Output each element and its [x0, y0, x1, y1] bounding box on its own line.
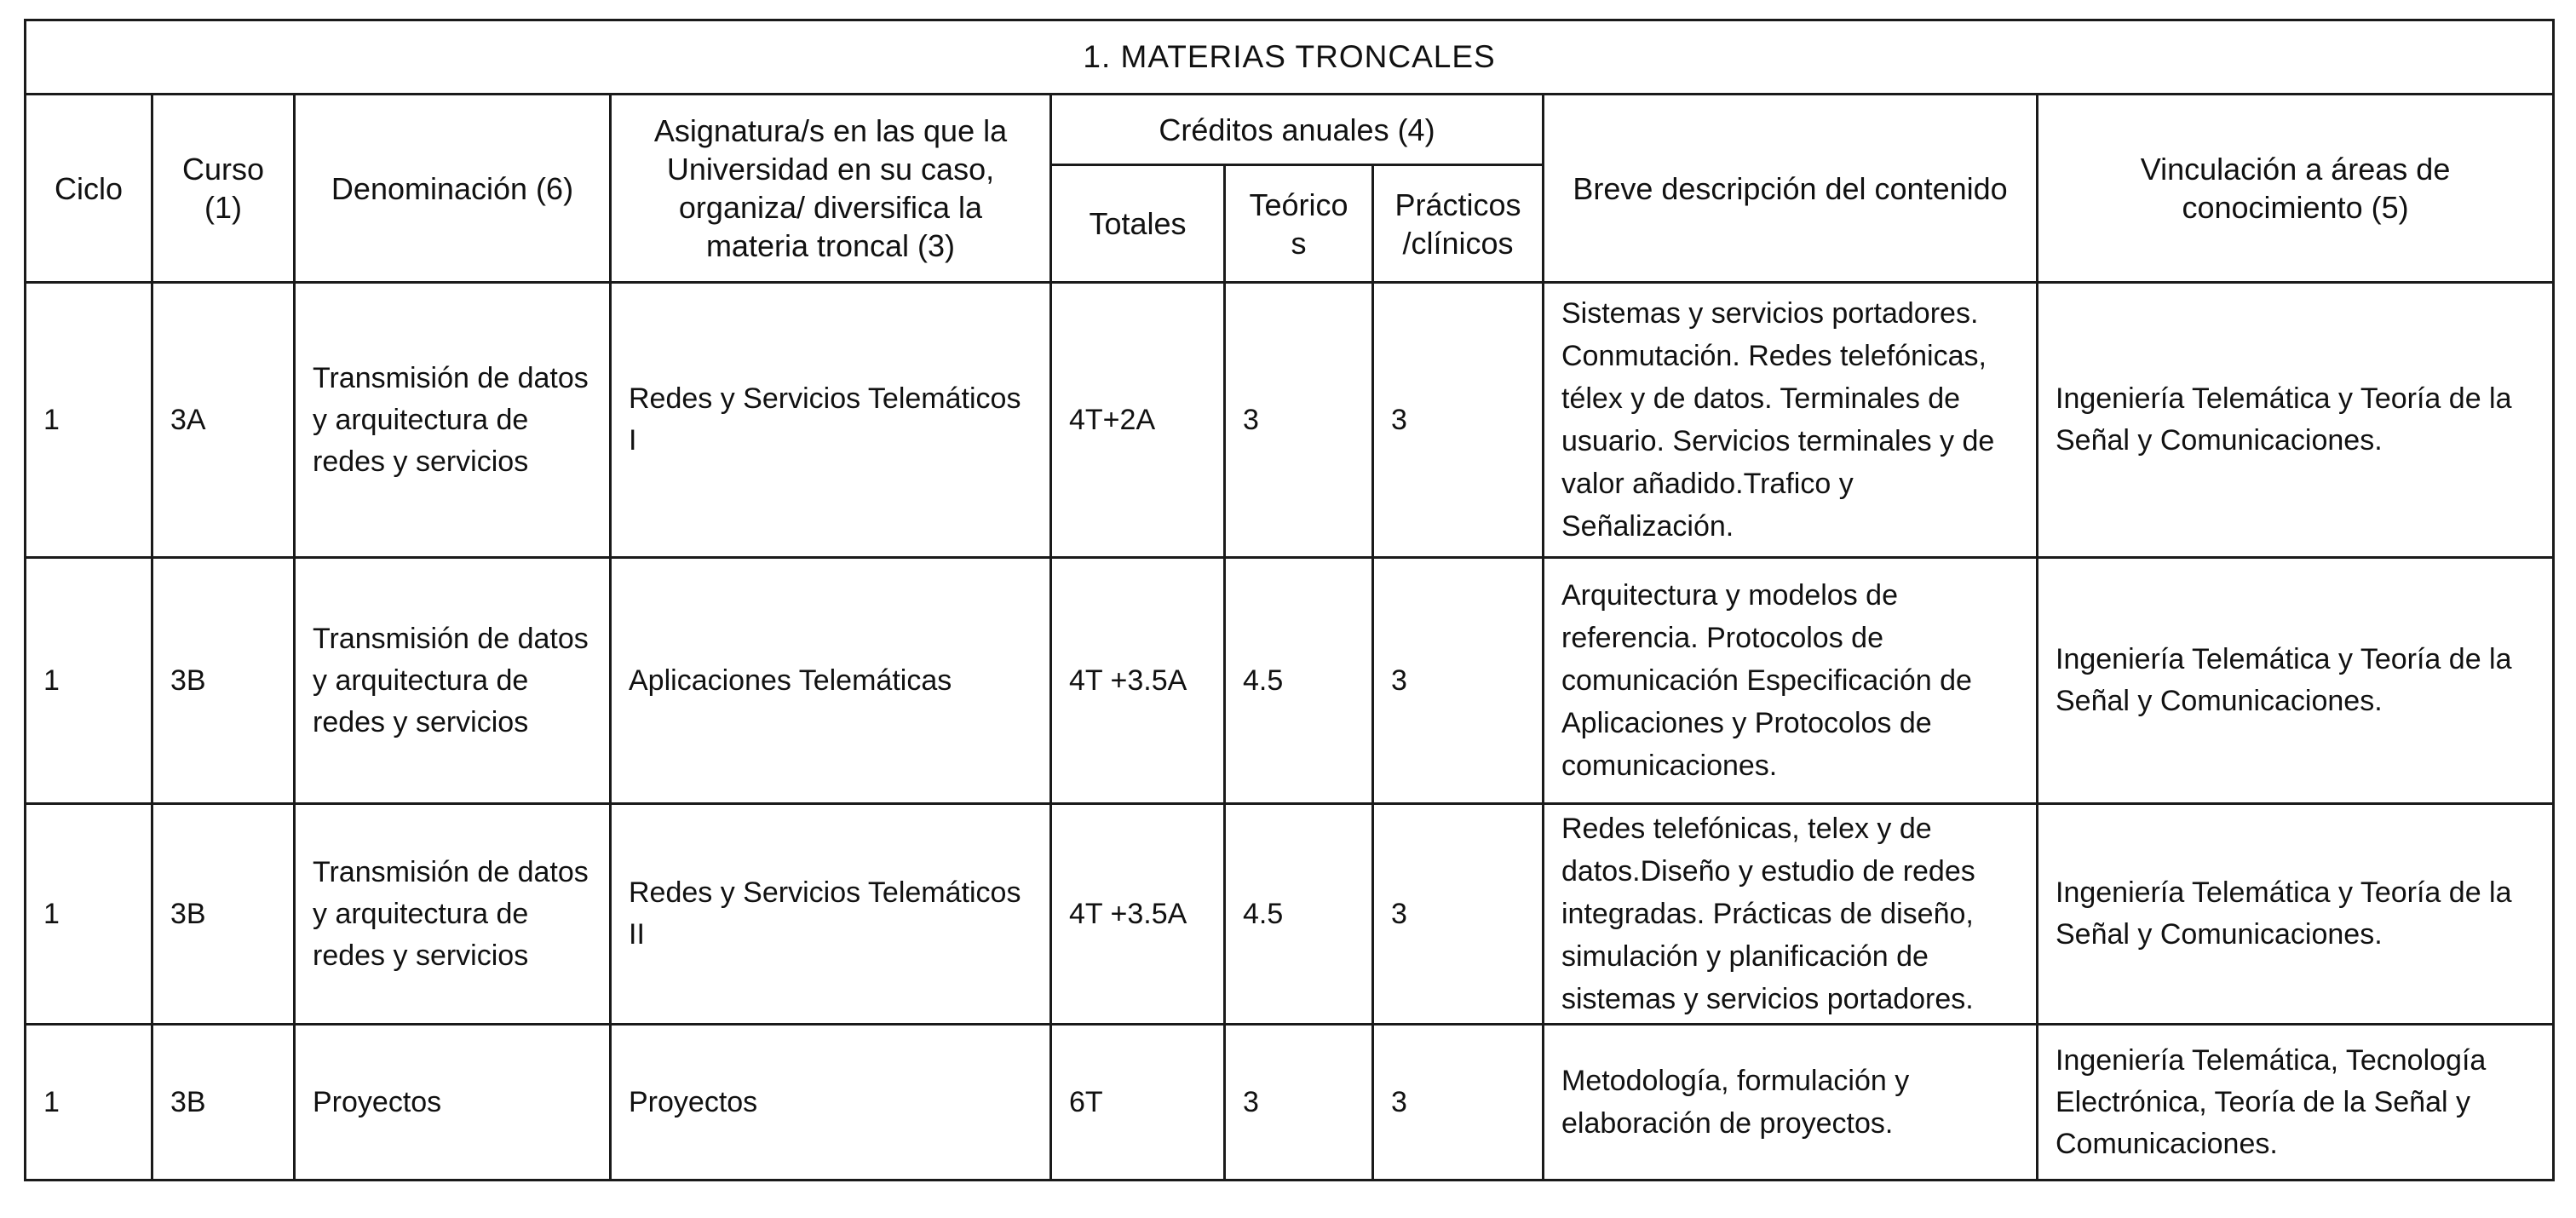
cell-ciclo: 1	[26, 804, 152, 1025]
cell-curso: 3A	[152, 283, 295, 558]
cell-descripcion: Metodología, formulación y elaboración de proyectos.	[1544, 1025, 2038, 1181]
table-row	[26, 558, 2554, 804]
cell-totales: 6T	[1051, 1025, 1225, 1181]
materias-troncales-table	[24, 19, 2555, 1181]
cell-practicos: 3	[1373, 558, 1544, 804]
cell-descripcion: Sistemas y servicios portadores. Conmutación. Redes telefónicas, télex y de datos. Terminales de usuario. Servicios terminales y de valor añadido.Trafico y Señalización.	[1544, 283, 2038, 558]
cell-descripcion: Arquitectura y modelos de referencia. Protocolos de comunicación Especificación de Aplicaciones y Protocolos de comunicaciones.	[1544, 558, 2038, 804]
cell-practicos: 3	[1373, 283, 1544, 558]
header-practicos: Prácticos /clínicos	[1373, 165, 1544, 283]
header-teoricos: Teórico s	[1225, 165, 1373, 283]
header-denominacion: Denominación (6)	[295, 95, 611, 283]
cell-totales: 4T +3.5A	[1051, 804, 1225, 1025]
header-descripcion: Breve descripción del contenido	[1544, 95, 2038, 283]
cell-teoricos: 3	[1225, 1025, 1373, 1181]
cell-denominacion: Transmisión de datos y arquitectura de redes y servicios	[295, 558, 611, 804]
cell-denominacion: Transmisión de datos y arquitectura de redes y servicios	[295, 804, 611, 1025]
cell-vinculacion: Ingeniería Telemática y Teoría de la Señal y Comunicaciones.	[2038, 558, 2554, 804]
cell-asignatura: Aplicaciones Telemáticas	[611, 558, 1051, 804]
cell-ciclo: 1	[26, 283, 152, 558]
cell-vinculacion: Ingeniería Telemática y Teoría de la Señal y Comunicaciones.	[2038, 283, 2554, 558]
cell-totales: 4T +3.5A	[1051, 558, 1225, 804]
cell-denominacion: Transmisión de datos y arquitectura de redes y servicios	[295, 283, 611, 558]
table-title: 1. MATERIAS TRONCALES	[26, 20, 2554, 95]
table-row	[26, 1025, 2554, 1181]
cell-teoricos: 4.5	[1225, 804, 1373, 1025]
header-ciclo: Ciclo	[26, 95, 152, 283]
table-row	[26, 283, 2554, 558]
cell-curso: 3B	[152, 558, 295, 804]
header-totales: Totales	[1051, 165, 1225, 283]
cell-teoricos: 4.5	[1225, 558, 1373, 804]
cell-practicos: 3	[1373, 1025, 1544, 1181]
document-page	[24, 19, 2552, 1181]
cell-totales: 4T+2A	[1051, 283, 1225, 558]
cell-ciclo: 1	[26, 1025, 152, 1181]
cell-asignatura: Proyectos	[611, 1025, 1051, 1181]
cell-denominacion: Proyectos	[295, 1025, 611, 1181]
cell-descripcion: Redes telefónicas, telex y de datos.Diseño y estudio de redes integradas. Prácticas de diseño, simulación y planificación de sistemas y servicios portadores.	[1544, 804, 2038, 1025]
cell-vinculacion: Ingeniería Telemática, Tecnología Electrónica, Teoría de la Señal y Comunicaciones.	[2038, 1025, 2554, 1181]
cell-teoricos: 3	[1225, 283, 1373, 558]
cell-curso: 3B	[152, 804, 295, 1025]
header-creditos-anuales: Créditos anuales (4)	[1051, 95, 1544, 165]
cell-asignatura: Redes y Servicios Telemáticos II	[611, 804, 1051, 1025]
cell-asignatura: Redes y Servicios Telemáticos I	[611, 283, 1051, 558]
table-row	[26, 804, 2554, 1025]
cell-ciclo: 1	[26, 558, 152, 804]
header-asignatura: Asignatura/s en las que la Universidad en su caso, organiza/ diversifica la materia troncal (3)	[611, 95, 1051, 283]
header-vinculacion: Vinculación a áreas de conocimiento (5)	[2038, 95, 2554, 283]
cell-practicos: 3	[1373, 804, 1544, 1025]
cell-vinculacion: Ingeniería Telemática y Teoría de la Señal y Comunicaciones.	[2038, 804, 2554, 1025]
cell-curso: 3B	[152, 1025, 295, 1181]
header-curso: Curso (1)	[152, 95, 295, 283]
